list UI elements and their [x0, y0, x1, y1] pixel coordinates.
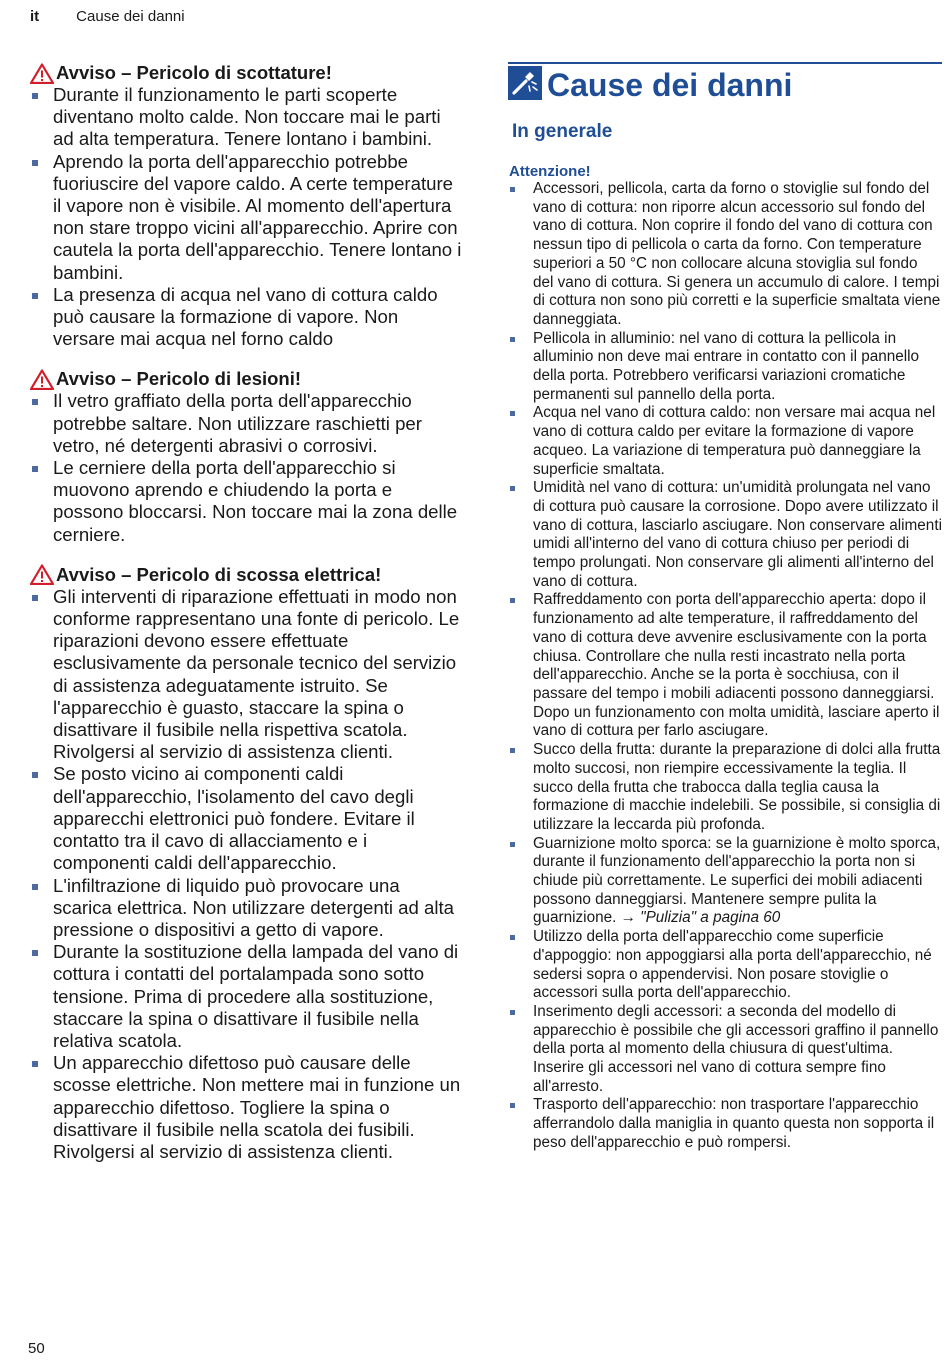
warning-title: Avviso – Pericolo di lesioni! [30, 368, 462, 390]
warning-injury [30, 368, 462, 545]
list-item: Inserimento degli accessori: a seconda del modello di apparecchio è possibile che gli accessori graffino il pannello della porta al momento della chiusura di quest'ultima. Inserire gli accessori nel vano di cottura sempre fino all'arresto. [508, 1003, 942, 1097]
warning-triangle-icon [30, 63, 54, 84]
list-item: Trasporto dell'apparecchio: non trasportare l'apparecchio afferrandolo dalla maniglia in quanto questa non sopporta il peso dell'apparecchio e può rompersi. [508, 1096, 942, 1152]
list-item: Gli interventi di riparazione effettuati in modo non conforme rappresentano una fonte di pericolo. Le riparazioni devono essere effettuate esclusivamente da personale tecnico del servizio di assistenza adeguatamente istruito. Se l'apparecchio è guasto, staccare la spina o disattivare il fusibile nella rispettiva scatola. Rivolgersi al servizio di assistenza clienti. [30, 586, 462, 764]
attention-label: Attenzione! [509, 163, 591, 180]
warning-burn [30, 62, 462, 350]
page-number: 50 [28, 1340, 45, 1357]
warning-electric [30, 564, 462, 1163]
list-item: Umidità nel vano di cottura: un'umidità prolungata nel vano di cottura può causare la corrosione. Dopo avere utilizzato il vano di cottura, lasciarlo asciugare. Non conservare alimenti umidi all'interno del vano di cottura chiuso per periodi di tempo prolungati. Non conservare gli alimenti all'interno del vano di cottura. [508, 479, 942, 591]
list-item: La presenza di acqua nel vano di cottura caldo può causare la formazione di vapore. Non versare mai acqua nel forno caldo [30, 284, 462, 351]
list-item: Utilizzo della porta dell'apparecchio come superficie d'appoggio: non appoggiarsi alla porta dell'apparecchio, né sedersi sopra o appendervisi. Non posare stoviglie o accessori sulla porta dell'apparecchio. [508, 928, 942, 1003]
page-reference-link[interactable]: → "Pulizia" a pagina 60 [620, 909, 781, 927]
damage-causes-column [508, 62, 942, 1153]
warning-title: Avviso – Pericolo di scottature! [30, 62, 462, 84]
list-item: Pellicola in alluminio: nel vano di cottura la pellicola in alluminio non deve mai entrare in contatto con il pannello della porta. Potrebbero verificarsi variazioni cromatiche permanenti sul pannello della porta. [508, 330, 942, 405]
list-item: Durante il funzionamento le parti scoperte diventano molto calde. Non toccare mai le parti ad alta temperatura. Tenere lontano i bambini. [30, 84, 462, 151]
warning-title: Avviso – Pericolo di scossa elettrica! [30, 564, 462, 586]
page-title: Cause dei danni [547, 67, 793, 103]
list-item: Accessori, pellicola, carta da forno o stoviglie sul fondo del vano di cottura: non riporre alcun accessorio sul fondo del vano di cottura. Non coprire il fondo del vano di cottura con nessun tipo di pellicola o carta da forno. Con temperature superiori a 50 °C non collocare alcuna stoviglia sul fondo del vano di cottura. Si genera un accumulo di calore. I tempi di cottura non sono più corretti e la superficie smaltata viene danneggiata. [508, 180, 942, 330]
header-section: Cause dei danni [76, 8, 185, 25]
list-item: Acqua nel vano di cottura caldo: non versare mai acqua nel vano di cottura caldo per evitare la formazione di vapore acqueo. La variazione di temperatura può danneggiare la superficie smaltata. [508, 404, 942, 479]
section-subtitle: In generale [512, 121, 613, 142]
list-item: Un apparecchio difettoso può causare delle scosse elettriche. Non mettere mai in funzione un apparecchio difettoso. Togliere la spina o disattivare il fusibile nella scatola dei fusibili. Rivolgersi al servizio di assistenza clienti. [30, 1052, 462, 1163]
list-item: Raffreddamento con porta dell'apparecchio aperta: dopo il funzionamento ad alte temperature, il raffreddamento del vano di cottura deve avvenire esclusivamente con la porta chiusa. Controllare che nulla resti incastrato nella porta dell'apparecchio. Anche se la porta è socchiusa, con il passare del tempo i mobili adiacenti possono danneggiarsi. Dopo un funzionamento con molta umidità, lasciare aperto il vano di cottura per farlo asciugare. [508, 591, 942, 741]
list-item: L'infiltrazione di liquido può provocare una scarica elettrica. Non utilizzare detergenti ad alta pressione o dispositivi a getto di vapore. [30, 875, 462, 942]
warning-triangle-icon [30, 564, 54, 585]
list-item: Succo della frutta: durante la preparazione di dolci alla frutta molto succosi, non riempire eccessivamente la teglia. Il succo della frutta che trabocca dalla teglia causa la formazione di macchie indelebili. Se possibile, si consiglia di utilizzare la leccarda più profonda. [508, 741, 942, 835]
warning-triangle-icon [30, 369, 54, 390]
page-header [30, 8, 185, 25]
list-item: Durante la sostituzione della lampada del vano di cottura i contatti del portalampada sono sotto tensione. Prima di procedere alla sostituzione, staccare la spina o disattivare il fusibile nella relativa scatola. [30, 941, 462, 1052]
section-header [508, 62, 942, 103]
list-item: Le cerniere della porta dell'apparecchio si muovono aprendo e chiudendo la porta e possono bloccarsi. Non toccare mai la zona delle cerniere. [30, 457, 462, 546]
list-item: Il vetro graffiato della porta dell'apparecchio potrebbe saltare. Non utilizzare raschietti per vetro, né detergenti abrasivi o corrosivi. [30, 390, 462, 457]
list-item: Aprendo la porta dell'apparecchio potrebbe fuoriuscire del vapore caldo. A certe temperature il vapore non è visibile. Al momento dell'apertura non stare troppo vicini all'apparecchio. Aprire con cautela la porta dell'apparecchio. Tenere lontano i bambini. [30, 151, 462, 284]
list-item: Se posto vicino ai componenti caldi dell'apparecchio, l'isolamento del cavo degli apparecchi elettronici può fondere. Evitare il contatto tra il cavo di allacciamento e i componenti caldi dell'apparecchio. [30, 763, 462, 874]
list-item: Guarnizione molto sporca: se la guarnizione è molto sporca, durante il funzionamento dell'apparecchio la porta non si chiude più correttamente. Le superfici dei mobili adiacenti possono danneggiarsi. Mantenere sempre pulita la guarnizione. → "Pulizia" a pagina 60 [508, 835, 942, 929]
warnings-column [30, 62, 462, 1181]
wrench-icon [508, 66, 542, 100]
language-code: it [30, 8, 40, 25]
